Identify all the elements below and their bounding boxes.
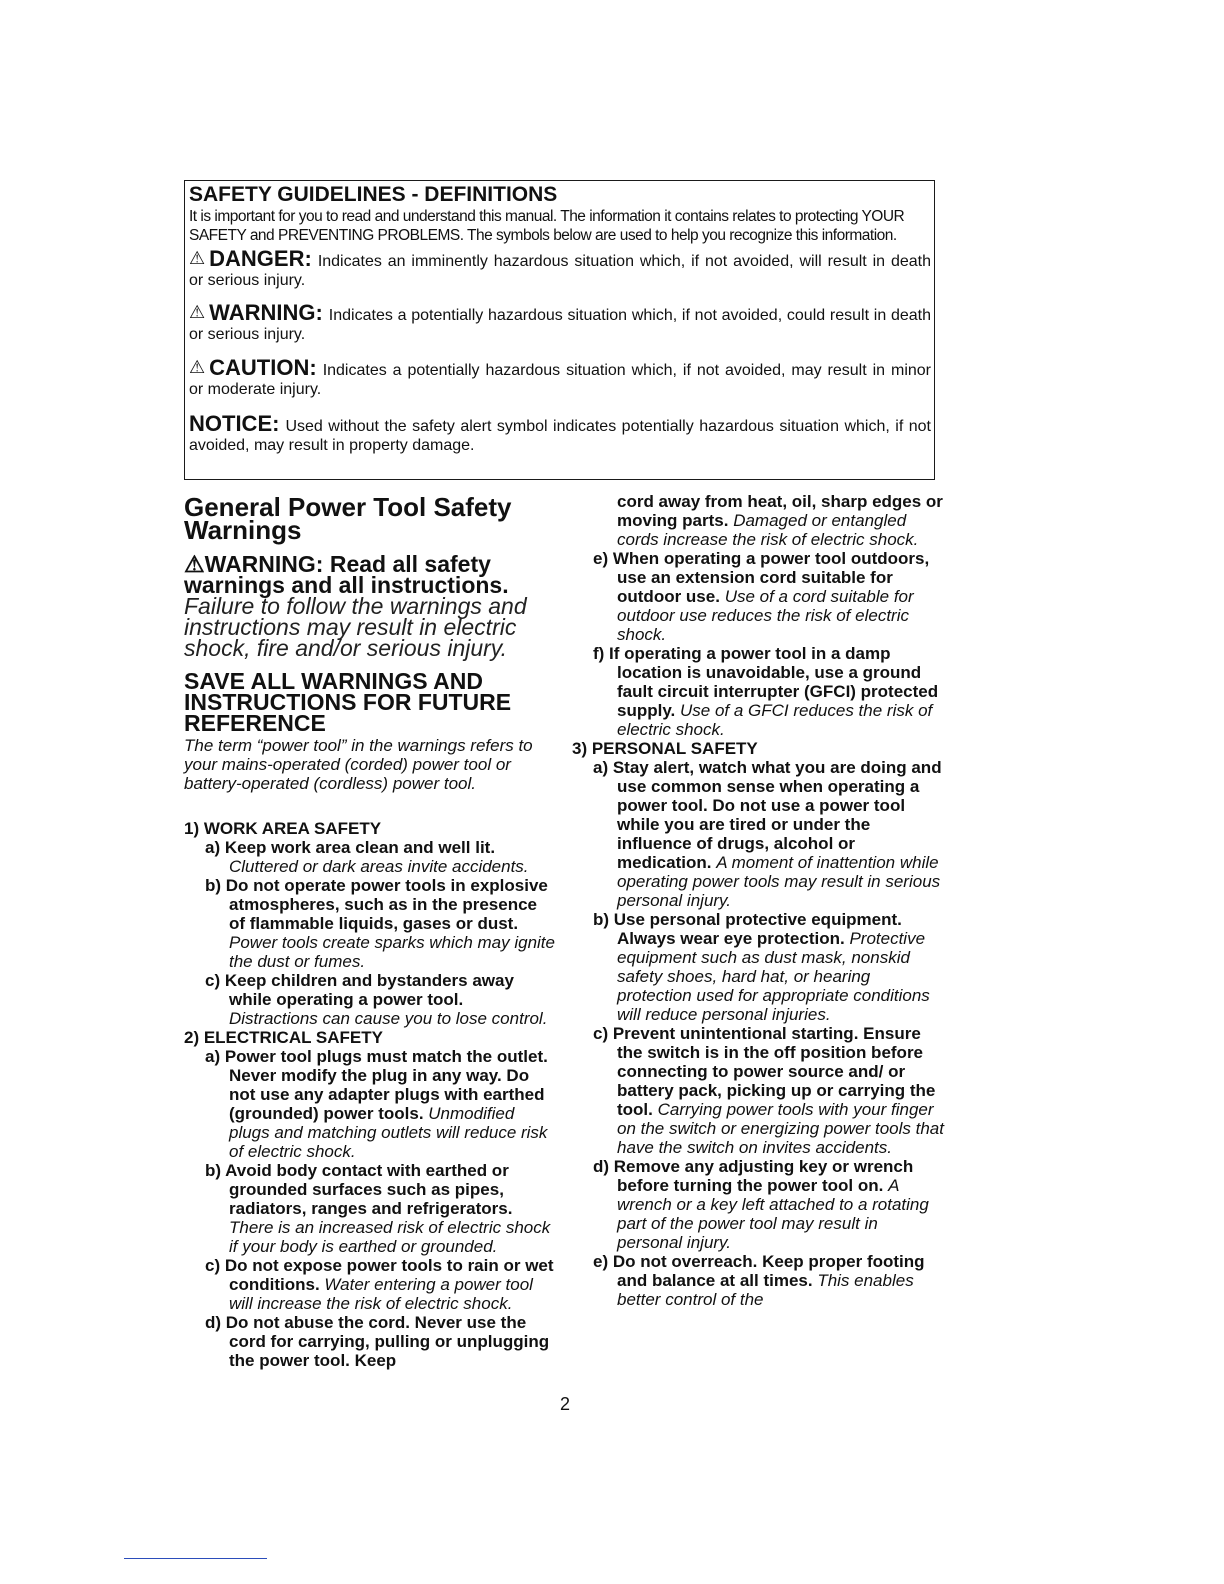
- danger-definition: [189, 246, 931, 290]
- page-title: General Power Tool Safety Warnings: [184, 492, 512, 545]
- save-warnings-heading: SAVE ALL WARNINGS AND INSTRUCTIONS FOR FUTURE REFERENCE: [184, 668, 512, 736]
- caution-definition: [189, 355, 931, 399]
- list-item: c) Prevent unintentional starting. Ensure the switch is in the off position before connecting to power source and/ or battery pack, picking up or carrying the tool. Carrying power tools with your finger on the switch or energizing power tools that have the switch on invites accidents.: [593, 1024, 944, 1157]
- alert-triangle-icon: ⚠: [189, 357, 206, 377]
- list-item: a) Stay alert, watch what you are doing and use common sense when operating a power tool. Do not use a power tool while you are tired or under the influence of drugs, alcohol or medication. A moment of inattention while operating power tools may result in serious personal injury.: [593, 758, 942, 910]
- work-area-safety-heading: 1) WORK AREA SAFETY: [184, 819, 382, 838]
- warning-term: WARNING:: [209, 300, 323, 325]
- list-item: b) Do not operate power tools in explosive atmospheres, such as in the presence of flammable liquids, gases or dust. Power tools create sparks which may ignite the dust or fumes.: [205, 876, 555, 971]
- list-item: b) Use personal protective equipment. Always wear eye protection. Protective equipment such as dust mask, nonskid safety shoes, hard hat, or hearing protection used for appropriate conditions will reduce personal injuries.: [593, 910, 930, 1024]
- alert-triangle-icon: ⚠: [189, 248, 206, 268]
- definitions-title: SAFETY GUIDELINES - DEFINITIONS: [189, 183, 558, 206]
- left-column: [184, 492, 556, 1370]
- notice-definition: [189, 411, 931, 455]
- right-column: [572, 492, 944, 1309]
- alert-triangle-icon: ⚠: [189, 302, 206, 322]
- list-item: f) If operating a power tool in a damp location is unavoidable, use a ground fault circuit interrupter (GFCI) protected supply. Use of a GFCI reduces the risk of electric shock.: [593, 644, 939, 739]
- list-item: c) Keep children and bystanders away while operating a power tool. Distractions can cause you to lose control.: [205, 971, 548, 1028]
- danger-text: Indicates an imminently hazardous situation which, if not avoided, will result in death or serious injury.: [189, 253, 931, 289]
- alert-triangle-icon: ⚠: [184, 551, 205, 577]
- safety-definitions-box: [184, 180, 935, 480]
- danger-term: DANGER:: [209, 246, 312, 271]
- list-item: d) Remove any adjusting key or wrench before turning the power tool on. A wrench or a key left attached to a rotating part of the power tool may result in personal injury.: [593, 1157, 929, 1252]
- list-item: e) When operating a power tool outdoors, use an extension cord suitable for outdoor use. Use of a cord suitable for outdoor use reduces the risk of electric shock.: [593, 549, 930, 644]
- list-item: d) Do not abuse the cord. Never use the cord for carrying, pulling or unplugging the power tool. Keep: [205, 1313, 550, 1370]
- notice-text: Used without the safety alert symbol indicates potentially hazardous situation which, if not avoided, may result in property damage.: [189, 418, 931, 454]
- notice-term: NOTICE:: [189, 411, 280, 436]
- page-number: 2: [559, 1394, 570, 1414]
- list-item: b) Avoid body contact with earthed or grounded surfaces such as pipes, radiators, ranges and refrigerators. There is an increased risk of electric shock if your body is earthed or grounded.: [205, 1161, 551, 1256]
- general-warning-heading: ⚠WARNING: Read all safety warnings and all instructions.: [184, 551, 509, 598]
- caution-text: Indicates a potentially hazardous situation which, if not avoided, may result in minor or moderate injury.: [189, 362, 931, 398]
- list-item: a) Keep work area clean and well lit. Cluttered or dark areas invite accidents.: [205, 838, 529, 876]
- list-item: e) Do not overreach. Keep proper footing and balance at all times. This enables better control of the: [593, 1252, 925, 1309]
- power-tool-term-note: The term “power tool” in the warnings refers to your mains-operated (corded) power tool or battery-operated (cordless) power tool.: [184, 736, 533, 793]
- list-item-continuation: cord away from heat, oil, sharp edges or moving parts. Damaged or entangled cords increase the risk of electric shock.: [617, 492, 943, 549]
- list-item: c) Do not expose power tools to rain or wet conditions. Water entering a power tool will increase the risk of electric shock.: [205, 1256, 554, 1313]
- warning-definition: [189, 300, 931, 344]
- personal-safety-heading: 3) PERSONAL SAFETY: [572, 739, 758, 758]
- definitions-intro: It is important for you to read and understand this manual. The information it contains relates to protecting YOUR SAFETY and PREVENTING PROBLEMS. The symbols below are used to help you recognize this information.: [189, 208, 905, 244]
- footer-divider: [124, 1558, 267, 1559]
- electrical-safety-heading: 2) ELECTRICAL SAFETY: [184, 1028, 383, 1047]
- caution-term: CAUTION:: [209, 355, 317, 380]
- general-warning-text: Failure to follow the warnings and instructions may result in electric shock, fire and/or serious injury.: [184, 593, 527, 661]
- list-item: a) Power tool plugs must match the outlet. Never modify the plug in any way. Do not use any adapter plugs with earthed (grounded) power tools. Unmodified plugs and matching outlets will reduce risk of electric shock.: [205, 1047, 548, 1161]
- warning-text: Indicates a potentially hazardous situation which, if not avoided, could result in death or serious injury.: [189, 307, 931, 343]
